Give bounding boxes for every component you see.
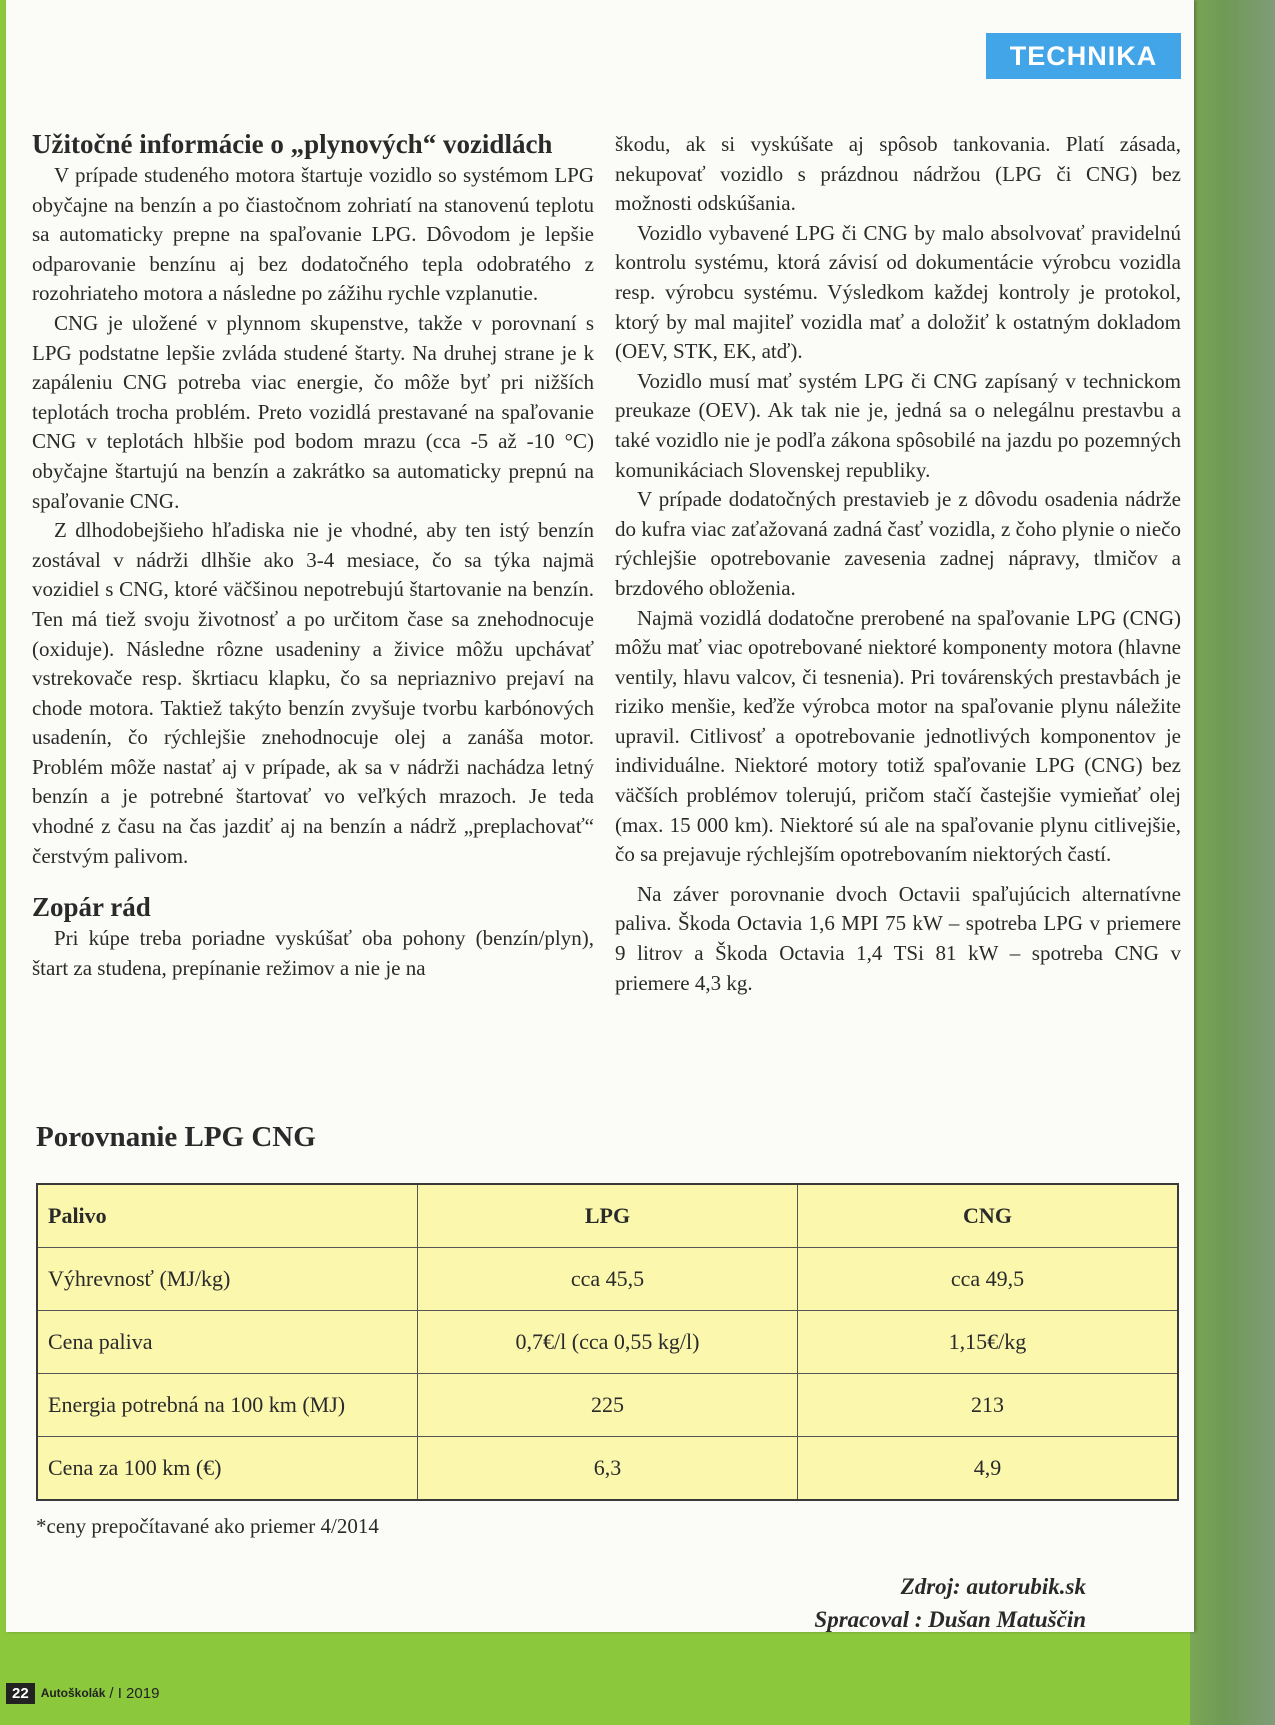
row-label: Energia potrebná na 100 km (MJ) xyxy=(37,1374,418,1437)
article-heading: Užitočné informácie o „plynových“ vozidlách xyxy=(32,129,553,159)
paragraph: Vozidlo vybavené LPG či CNG by malo absolvovať pravidelnú kontrolu systému, ktorá závisí od dokumentácie výrobcu vozidla resp. výrobcu systému. Výsledkom každej kontroly je protokol, ktorý by mal majiteľ vozidla mať a doložiť k ostatným dokladom (OEV, STK, EK, atď). xyxy=(615,220,1181,364)
table-cell: cca 49,5 xyxy=(797,1248,1178,1311)
table-cell: 213 xyxy=(797,1374,1178,1437)
column-header: LPG xyxy=(418,1184,798,1248)
paragraph: Vozidlo musí mať systém LPG či CNG zapísaný v technickom preukaze (OEV). Ak tak nie je, jedná sa o nelegálnu prestavbu a také vozidlo nie je podľa zákona spôsobilé na jazdu po pozemných komunikáciach Slovenskej republiky. xyxy=(615,368,1181,482)
table-row xyxy=(37,1311,1178,1374)
comparison-table xyxy=(36,1183,1179,1501)
column-header: CNG xyxy=(797,1184,1178,1248)
paragraph: Najmä vozidlá dodatočne prerobené na spaľovanie LPG (CNG) môžu mať viac opotrebované niektoré komponenty motora (hlavne ventily, hlavu valcov, či tesnenia). Pri továrenských prestavbách je riziko menšie, keďže výrobca motor na spaľovanie plynu náležite upravil. Citlivosť a opotrebovanie jednotlivých komponentov je individuálne. Niektoré motory totiž spaľovanie LPG (CNG) bez väčších problémov tolerujú, pričom stačí častejšie vymieňať olej (max. 15 000 km). Niektoré sú ale na spaľovanie plynu citlivejšie, čo sa prejavuje rýchlejším opotrebovaním niektorých častí. xyxy=(615,605,1181,867)
source-credit: Zdroj: autorubik.sk xyxy=(900,1574,1086,1599)
page-footer xyxy=(6,1680,159,1706)
table-cell: 225 xyxy=(418,1374,798,1437)
table-cell: cca 45,5 xyxy=(418,1248,798,1311)
paragraph: Z dlhodobejšieho hľadiska nie je vhodné, aby ten istý benzín zostával v nádrži dlhšie ako 3-4 mesiace, čo sa týka najmä vozidiel s CNG, ktoré väčšinou nepotrebujú štartovanie na benzín. Ten má tiež svoju životnosť a po určitom čase sa znehodnocuje (oxiduje). Následne rôzne usadeniny a živice môžu upchávať vstrekovače resp. škrtiacu klapku, čo sa nepriaznivo prejaví na chode motora. Taktiež takýto benzín zvyšuje tvorbu karbónových usadenín, čo rýchlejšie znehodnocuje olej a zanáša motor. Problém môže nastať aj v prípade, ak sa v nádrži nachádza letný benzín a je potrebné štartovať vo veľkých mrazoch. Je teda vhodné z času na čas jazdiť aj na benzín a nádrž „preplachovať“ čerstvým palivom. xyxy=(32,518,594,868)
paragraph: V prípade studeného motora štartuje vozidlo so systémom LPG obyčajne na benzín a po čiastočnom zohriatí na stanovenú teplotu sa automaticky prepne na spaľovanie LPG. Dôvodom je lepšie odparovanie benzínu aj bez dodatočného tepla odobratého z rozohriateho motora a následne po zážihu rychle vzplanutie. xyxy=(32,163,594,306)
table-cell: 1,15€/kg xyxy=(797,1311,1178,1374)
paragraph: V prípade dodatočných prestavieb je z dôvodu osadenia nádrže do kufra viac zaťažovaná zadná časť vozidla, z čoho plynie o niečo rýchlejšie opotrebovanie zavesenia zadnej nápravy, tlmičov a brzdového obloženia. xyxy=(615,487,1181,600)
paragraph: CNG je uložené v plynnom skupenstve, takže v porovnaní s LPG podstatne lepšie zvláda studené štarty. Na druhej strane je k zapáleniu CNG potreba viac energie, čo môže byť pri nižších teplotách trocha problém. Preto vozidlá prestavané na spaľovanie CNG v teplotách hlbšie pod bodom mrazu (cca -5 až -10 °C) obyčajne štartujú na benzín a zakrátko sa automaticky prepnú na spaľovanie CNG. xyxy=(32,310,594,513)
article-subheading: Zopár rád xyxy=(32,892,151,923)
left-column xyxy=(32,130,594,983)
paragraph: Pri kúpe treba poriadne vyskúšať oba pohony (benzín/plyn), štart za studena, prepínanie režimov a nie je na xyxy=(32,926,594,980)
paragraph: Na záver porovnanie dvoch Octavii spaľujúcich alternatívne paliva. Škoda Octavia 1,6 MPI 75 kW – spotreba LPG v priemere 9 litrov a Škoda Octavia 1,4 TSi 81 kW – spotreba CNG v priemere 4,3 kg. xyxy=(615,881,1181,995)
table-cell: 6,3 xyxy=(418,1437,798,1501)
table-title: Porovnanie LPG CNG xyxy=(36,1121,316,1153)
table-cell: 0,7€/l (cca 0,55 kg/l) xyxy=(418,1311,798,1374)
section-tag: TECHNIKA xyxy=(986,33,1181,79)
credits xyxy=(814,1570,1086,1636)
column-header: Palivo xyxy=(37,1184,418,1248)
scan-edge-shadow xyxy=(1190,0,1275,1725)
magazine-name: Autoškolák xyxy=(40,1686,106,1700)
page-number: 22 xyxy=(6,1683,35,1704)
table-row xyxy=(37,1374,1178,1437)
table-cell: 4,9 xyxy=(797,1437,1178,1501)
table-row xyxy=(37,1248,1178,1311)
issue-label: / I 2019 xyxy=(109,1684,160,1702)
table-header-row xyxy=(37,1184,1178,1248)
magazine-page xyxy=(6,0,1194,1632)
row-label: Výhrevnosť (MJ/kg) xyxy=(37,1248,418,1311)
table-footnote: *ceny prepočítavané ako priemer 4/2014 xyxy=(36,1514,379,1538)
row-label: Cena za 100 km (€) xyxy=(37,1437,418,1501)
right-column xyxy=(615,130,1181,998)
paragraph: škodu, ak si vyskúšate aj spôsob tankovania. Platí zásada, nekupovať vozidlo s prázdnou nádržou (LPG či CNG) bez možnosti odskúšania. xyxy=(615,132,1181,216)
table-row xyxy=(37,1437,1178,1501)
row-label: Cena paliva xyxy=(37,1311,418,1374)
author-credit: Spracoval : Dušan Matuščin xyxy=(814,1607,1086,1632)
